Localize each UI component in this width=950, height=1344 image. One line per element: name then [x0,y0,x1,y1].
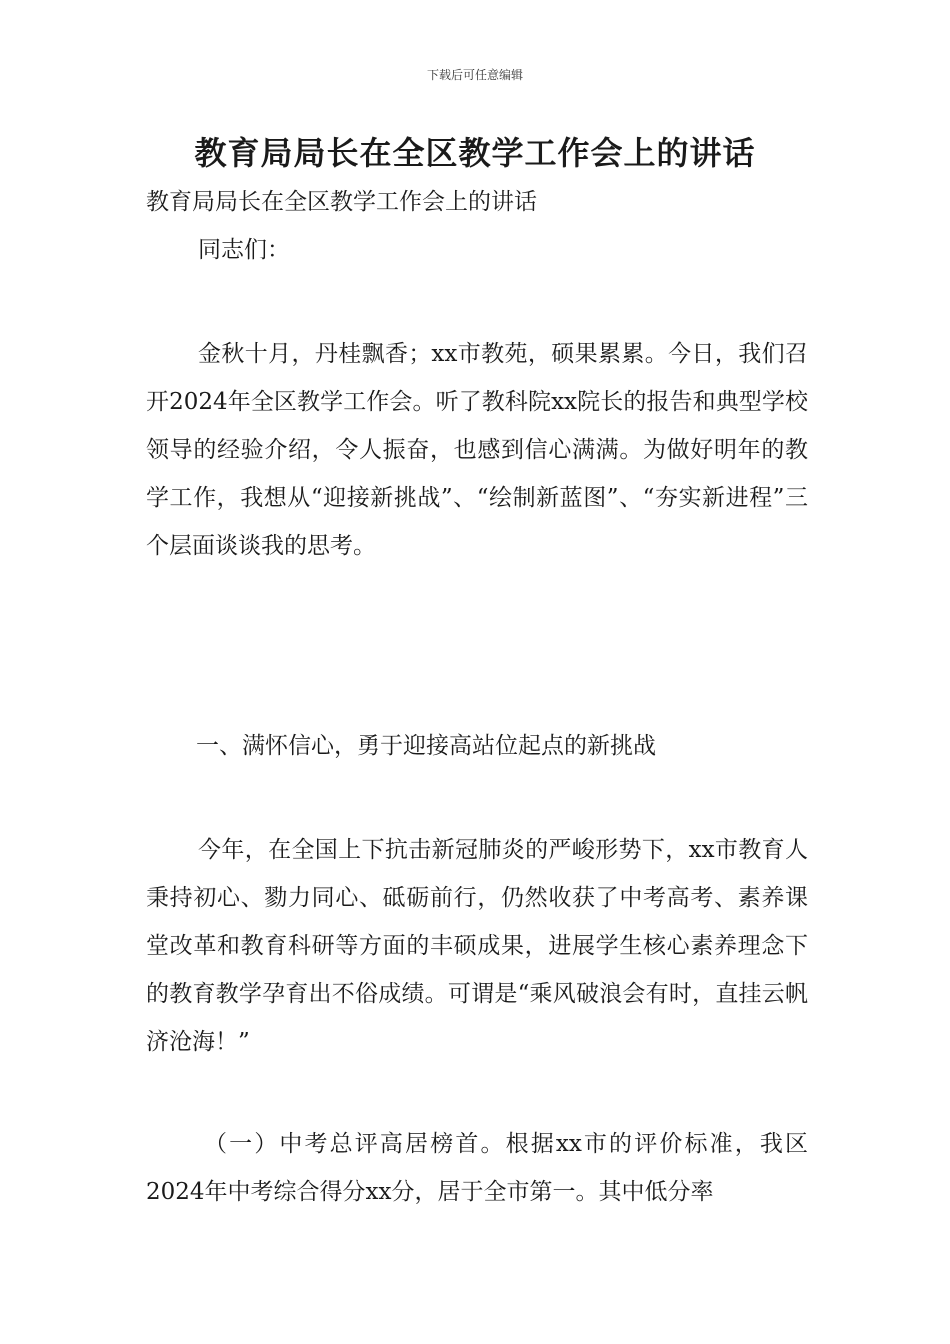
intro-paragraph: 金秋十月，丹桂飘香；xx市教苑，硕果累累。今日，我们召开2024年全区教学工作会。听了教科院xx院长的报告和典型学校领导的经验介绍，令人振奋，也感到信心满满。为做好明年的教学工作，我想从“迎接新挑战”、“绘制新蓝图”、“夯实新进程”三个层面谈谈我的思考。 [146,341,808,559]
section-paragraph: 今年，在全国上下抗击新冠肺炎的严峻形势下，xx市教育人秉持初心、勠力同心、砥砺前行，仍然收获了中考高考、素养课堂改革和教育科研等方面的丰硕成果，进展学生核心素养理念下的教育教学孕育出不俗成绩。可谓是“乘风破浪会有时，直挂云帆济沧海！” [146,837,808,1055]
list-item-paragraph: （一）中考总评高居榜首。根据xx市的评价标准，我区2024年中考综合得分xx分，居于全市第一。其中低分率 [146,1131,808,1205]
greeting: 同志们： [198,237,290,263]
section-heading: 一、满怀信心，勇于迎接高站位起点的新挑战 [196,733,656,759]
header-note: 下载后可任意编辑 [426,68,523,82]
document-title: 教育局局长在全区教学工作会上的讲话 [194,134,756,172]
document-subtitle: 教育局局长在全区教学工作会上的讲话 [146,189,537,215]
